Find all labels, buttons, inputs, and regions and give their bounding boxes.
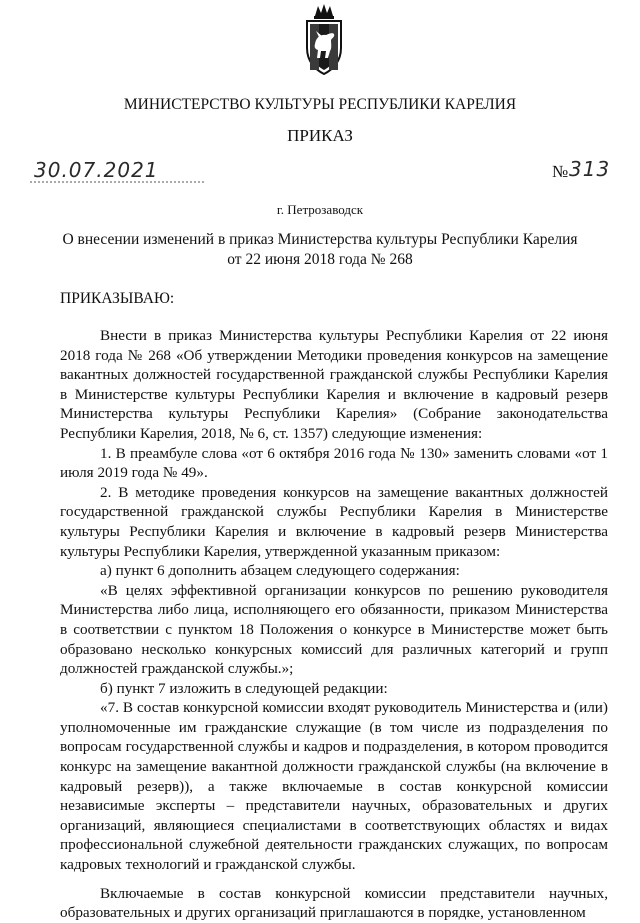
body-paragraph: Внести в приказ Министерства культуры Республики Карелия от 22 июня 2018 года № 268 «Об утверждении Методики проведения конкурсов на замещение вакантных должностей государственной гражданской службы Республики Карелия в Министерстве культуры Республики Карелия и включение в кадровый резерв Министерства культуры Республики Карелия» (Собрание законодательства Республики Карелия, 2018, № 6, ст. 1357) следующие изменения: — [60, 327, 608, 442]
coat-of-arms-icon — [302, 4, 346, 76]
order-word: ПРИКАЗЫВАЮ: — [60, 290, 175, 307]
ministry-name: МИНИСТЕРСТВО КУЛЬТУРЫ РЕСПУБЛИКИ КАРЕЛИЯ — [123, 96, 517, 113]
body-paragraph: «7. В состав конкурсной комиссии входят руководитель Министерства и (или) уполномоченные им гражданские служащие (в том числе из подразделения по вопросам государственной службы и кадров и подразделения, в котором проводится конкурс на замещение вакантной должности гражданской службы (на включение в кадровый резерв)), а также включаемые в состав конкурсной комиссии независимые эксперты – представители научных, образовательных и других организаций, являющиеся специалистами в соответствующих областях и видах профессиональной служебной деятельности гражданских служащих, по вопросам кадровых технологий и гражданской службы. — [60, 699, 608, 874]
city: г. Петрозаводск — [276, 202, 364, 217]
document-type: ПРИКАЗ — [287, 126, 353, 145]
document-date: 30.07.2021 — [34, 158, 159, 182]
document-number: 313 — [569, 157, 611, 181]
title-line-2: от 22 июня 2018 года № 268 — [227, 251, 413, 268]
date-underline — [30, 180, 205, 184]
document-body — [60, 326, 608, 923]
body-paragraph: а) пункт 6 дополнить абзацем следующего содержания: — [100, 562, 460, 580]
title-line-1: О внесении изменений в приказ Министерства культуры Республики Карелия — [62, 231, 578, 248]
body-paragraph: Включаемые в состав конкурсной комиссии представители научных, образовательных и других организаций приглашаются в порядке, установленном — [60, 884, 608, 922]
body-paragraph: 2. В методике проведения конкурсов на замещение вакантных должностей государственной гражданской службы Республики Карелия в Министерстве культуры Республики Карелия и включение в кадровый резерв Министерства культуры Республики Карелия, утвержденной указанным приказом: — [60, 483, 608, 560]
body-paragraph: 1. В преамбуле слова «от 6 октября 2016 года № 130» заменить словами «от 1 июля 2019 года № 49». — [60, 444, 608, 482]
body-paragraph: «В целях эффективной организации конкурсов по решению руководителя Министерства либо лица, исполняющего его обязанности, приказом Министерства в соответствии с пунктом 18 Положения о конкурсе в Министерстве может быть образовано несколько конкурсных комиссий для различных категорий и групп должностей гражданской службы.»; — [60, 581, 608, 678]
document-number-label: № — [552, 162, 569, 181]
body-paragraph: б) пункт 7 изложить в следующей редакции: — [100, 679, 388, 697]
